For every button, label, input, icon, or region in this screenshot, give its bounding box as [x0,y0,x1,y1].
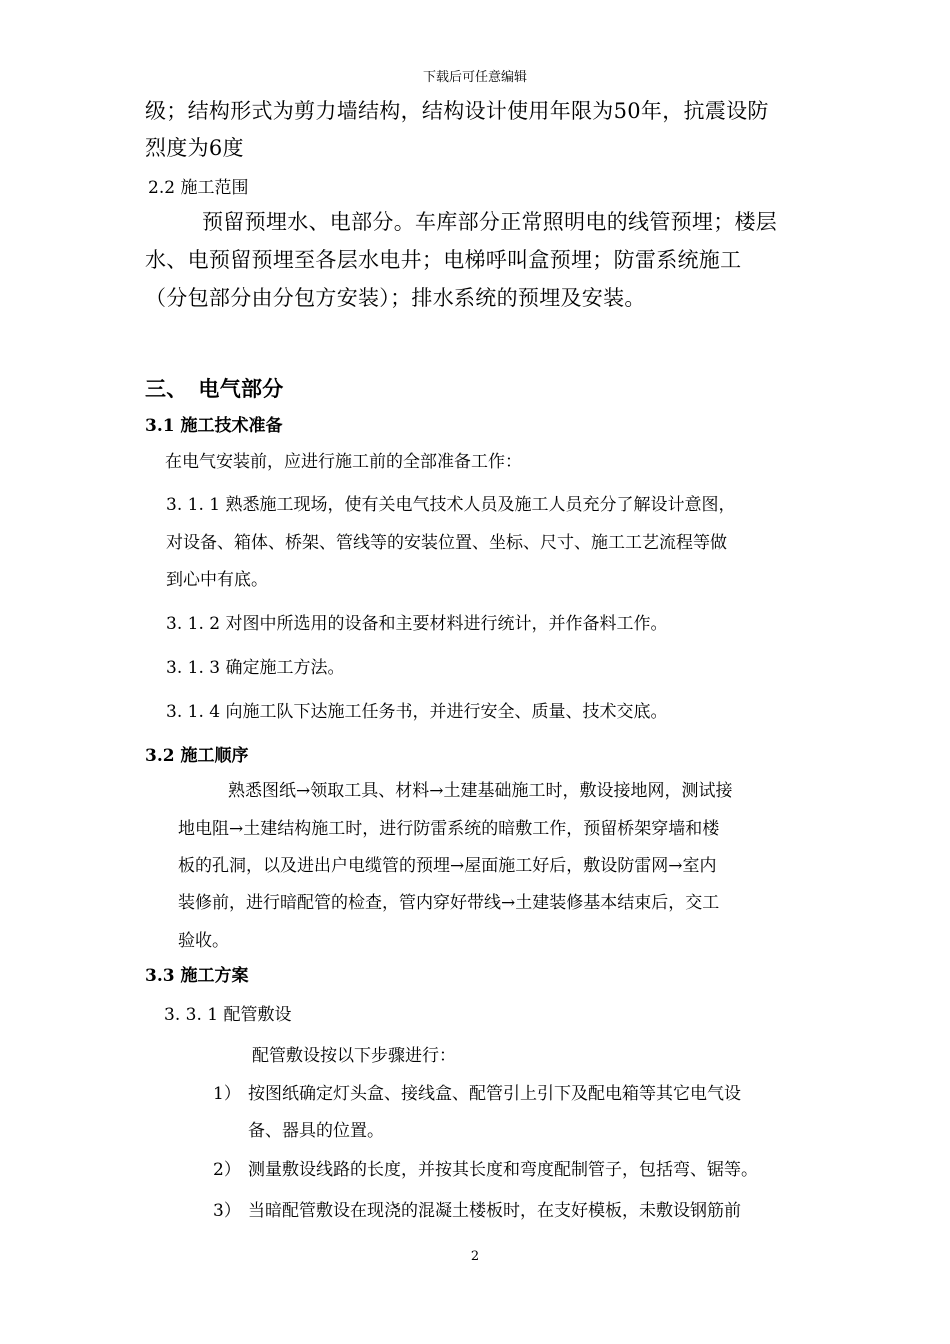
section-heading: 3.1 施工技术准备 [145,416,283,436]
paragraph-line: 级；结构形式为剪力墙结构，结构设计使用年限为50年，抗震设防 [145,99,769,123]
section-heading: 2.2 施工范围 [148,178,249,198]
section-heading: 3.3 施工方案 [145,966,249,986]
paragraph-line: （分包部分由分包方安装）；排水系统的预埋及安装。 [145,286,646,310]
page-header: 下载后可任意编辑 [422,70,527,85]
subsection-heading: 3. 3. 1 配管敷设 [164,1005,292,1025]
paragraph-line: 水、电预留预埋至各层水电井；电梯呼叫盒预埋；防雷系统施工 [145,248,742,272]
paragraph-line: 熟悉图纸→领取工具、材料→土建基础施工时，敷设接地网，测试接 [228,781,733,801]
paragraph-line: 烈度为6度 [145,136,244,160]
page-number: 2 [470,1249,480,1264]
section-heading: 3.2 施工顺序 [145,746,249,766]
paragraph-line: 到心中有底。 [166,570,268,590]
paragraph-line: 配管敷设按以下步骤进行： [252,1046,456,1066]
list-item-number: 3） [213,1201,241,1221]
paragraph-line: 3. 1. 3 确定施工方法。 [166,658,345,678]
paragraph-line: 3. 1. 1 熟悉施工现场，使有关电气技术人员及施工人员充分了解设计意图， [166,495,736,515]
paragraph-line: 地电阻→土建结构施工时，进行防雷系统的暗敷工作，预留桥架穿墙和楼 [178,819,720,839]
paragraph-line: 预留预埋水、电部分。车库部分正常照明电的线管预埋；楼层 [202,210,778,234]
paragraph-line: 验收。 [178,931,229,951]
paragraph-line: 在电气安装前，应进行施工前的全部准备工作： [165,452,522,472]
paragraph-line: 对设备、箱体、桥架、管线等的安装位置、坐标、尺寸、施工工艺流程等做 [166,533,727,553]
paragraph-line: 板的孔洞，以及进出户电缆管的预埋→屋面施工好后，敷设防雷网→室内 [178,856,717,876]
list-item: 按图纸确定灯头盒、接线盒、配管引上引下及配电箱等其它电气设 [248,1084,741,1104]
list-item: 测量敷设线路的长度，并按其长度和弯度配制管子，包括弯、锯等。 [248,1160,758,1180]
list-item: 当暗配管敷设在现浇的混凝土楼板时，在支好模板，未敷设钢筋前 [248,1201,741,1221]
list-item: 备、器具的位置。 [248,1121,384,1141]
paragraph-line: 3. 1. 4 向施工队下达施工任务书，并进行安全、质量、技术交底。 [166,702,668,722]
paragraph-line: 装修前，进行暗配管的检查，管内穿好带线→土建装修基本结束后，交工 [178,893,720,913]
list-item-number: 1） [213,1084,241,1104]
paragraph-line: 3. 1. 2 对图中所选用的设备和主要材料进行统计，并作备料工作。 [166,614,668,634]
list-item-number: 2） [213,1160,241,1180]
chapter-title: 三、 电气部分 [145,376,284,401]
